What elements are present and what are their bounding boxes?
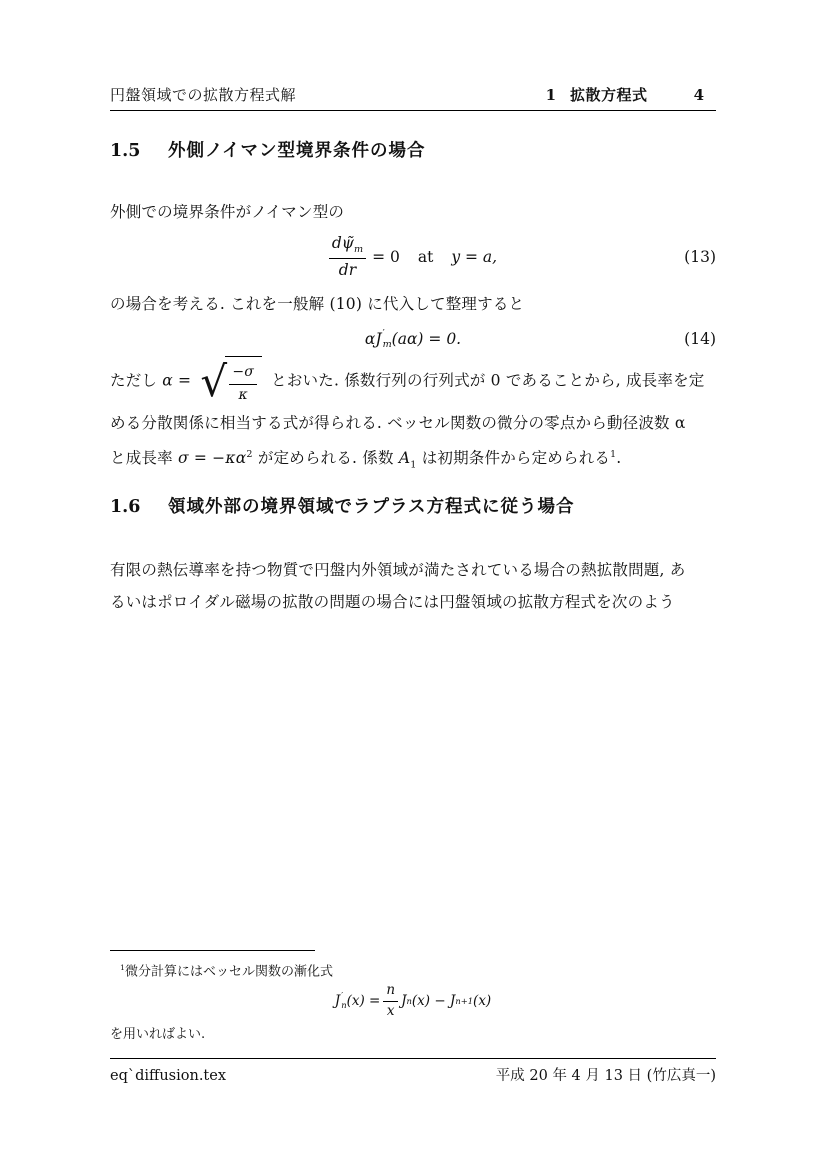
prime-sub-m: ′ m [382,327,392,350]
footnote-mark: 1 [120,963,125,972]
page-header [110,84,716,105]
text-run: が定められる. 係数 [257,449,399,468]
dispersion-line-1 [110,356,716,407]
header-page-number: 4 [693,86,704,104]
coefficient-A-sub: 1 [410,459,417,471]
equation-13 [110,226,716,288]
header-section-number: 1 [545,86,557,104]
footer-date-author: 平成 20 年 4 月 13 日 (竹広真一) [495,1068,716,1084]
fraction-dpsi-dr [329,234,366,280]
header-section-label: 拡散方程式 [570,86,648,104]
prime-sub-n: ′ n [341,990,347,1010]
header-running-title: 円盤領域での拡散方程式解 [110,86,297,104]
fraction-numerator: $d\psĩ_m$ [329,234,366,259]
footnote-text [110,957,716,983]
equation-relation: = 0 [372,248,400,266]
section-title: 領域外部の境界領域でラプラス方程式に従う場合 [168,497,575,517]
page-footer [110,1064,716,1085]
arg-minus-J: (x) − J [411,993,456,1009]
header-rule [110,110,716,111]
bessel-J: J [334,993,341,1009]
laplace-line-1: 有限の熱伝導率を持つ物質で円盤内外領域が満たされている場合の熱拡散問題, あ [110,561,686,579]
sigma-relation: σ = −κα [177,449,247,468]
dispersion-line-3 [110,439,716,481]
text-run: 微分計算にはベッセル関数の漸化式 [124,964,333,980]
equation-number-13: (13) [684,248,716,266]
footnote-rule [110,950,315,951]
section-heading-1-5 [110,137,716,162]
text-run: は初期条件から定められる [421,449,611,468]
section-number: 1.6 [110,497,141,517]
footer-filename: eq`diffusion.tex [110,1068,227,1084]
coefficient-A: A [398,449,411,468]
paragraph-dispersion [110,356,716,481]
equation-rest: (aα) = 0. [391,330,462,348]
text-run: . [616,449,622,468]
section-number: 1.5 [110,141,141,161]
dispersion-line-2: める分散関係に相当する式が得られる. ベッセル関数の微分の零点から動径波数 α [110,414,686,432]
header-section-group [546,84,716,105]
paragraph-substitute: の場合を考える. これを一般解 (10) に代入して整理すると [110,295,525,313]
section-heading-1-6 [110,493,716,518]
arg-x-equals: (x) = [346,993,381,1009]
text-run: とおいた. 係数行列の行列式が 0 であることから, 成長率を定 [271,371,705,390]
sqrt-radicand [225,356,262,407]
fraction-n-x: $\frac{n}{x}$ [383,983,398,1019]
equation-at-keyword: at [417,248,434,266]
sqrt-radical-icon: √ [200,356,228,406]
footnote-reference: 1 [610,449,617,460]
laplace-line-2: るいはポロイダル磁場の拡散の問題の場合には円盤領域の拡散方程式を次のよう [110,593,675,611]
equation-condition: y = a, [451,248,498,266]
equation-number-14: (14) [684,330,716,348]
bessel-J: J [401,993,407,1009]
paragraph-laplace [110,554,716,618]
fraction-denominator: dr [338,260,357,279]
footer-rule [110,1058,716,1059]
bessel-sub-n: n [406,996,412,1006]
equation-lhs: αJ [364,330,382,348]
bessel-sub-n1: n+1 [455,996,474,1006]
text-run: ただし [110,371,163,390]
footnote-equation [110,982,716,1020]
fraction-sigma-kappa: $\frac{-\sigma}{\kappa}$ [229,364,257,404]
exponent: 2 [246,449,253,460]
text-run: と成長率 [110,449,178,468]
paragraph-intro: 外側での境界条件がノイマン型の [110,203,345,221]
alpha-definition: α = [162,371,192,390]
equation-14 [110,322,716,356]
arg-x: (x) [473,993,492,1009]
section-title: 外側ノイマン型境界条件の場合 [168,141,426,161]
sqrt-expression [200,356,262,407]
footnote-closing-text: を用いればよい. [110,1027,206,1042]
